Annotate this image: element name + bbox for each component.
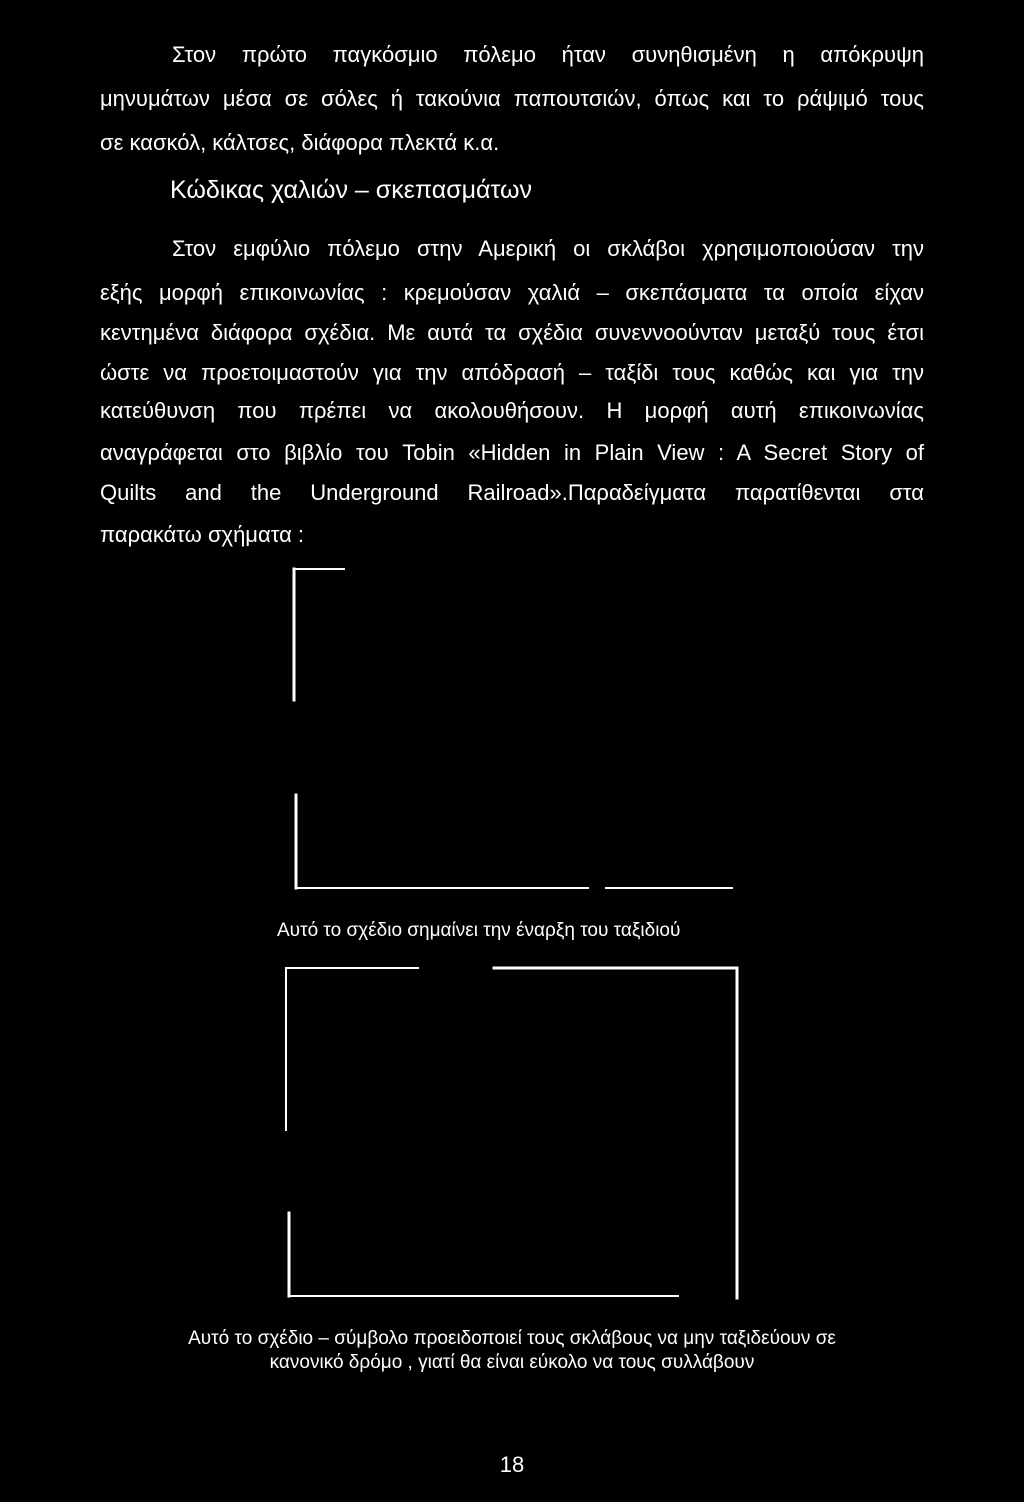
figure-1-caption: Αυτό το σχέδιο σημαίνει την έναρξη του ταξιδιού bbox=[277, 920, 681, 941]
page-number: 18 bbox=[499, 1452, 525, 1477]
intro-line-2: μηνυμάτων μέσα σε σόλες ή τακούνια παπουτσιών, όπως και το ράψιμό τους bbox=[100, 86, 924, 111]
body-line-4: ώστε να προετοιμαστούν για την απόδρασή – ταξίδι τους καθώς και για την bbox=[100, 360, 924, 385]
body-line-5: κατεύθυνση που πρέπει να ακολουθήσουν. Η μορφή αυτή επικοινωνίας bbox=[100, 398, 924, 423]
intro-line-1: Στον πρώτο παγκόσμιο πόλεμο ήταν συνηθισμένη η απόκρυψη bbox=[172, 42, 924, 67]
intro-line-3: σε κασκόλ, κάλτσες, διάφορα πλεκτά κ.α. bbox=[100, 130, 500, 155]
body-line-3: κεντημένα διάφορα σχέδια. Με αυτά τα σχέδια συνεννοούνταν μεταξύ τους έτσι bbox=[100, 320, 924, 345]
figure-2-caption-line-1: Αυτό το σχέδιο – σύμβολο προειδοποιεί τους σκλάβους να μην ταξιδεύουν σε bbox=[188, 1328, 836, 1349]
body-line-2: εξής μορφή επικοινωνίας : κρεμούσαν χαλιά – σκεπάσματα τα οποία είχαν bbox=[100, 280, 924, 305]
body-line-7: Quilts and the Underground Railroad».Παραδείγματα παρατίθενται στα bbox=[100, 480, 924, 505]
section-heading: Κώδικας χαλιών – σκεπασμάτων bbox=[170, 176, 533, 204]
body-line-1: Στον εμφύλιο πόλεμο στην Αμερική οι σκλάβοι χρησιμοποιούσαν την bbox=[172, 236, 924, 261]
body-line-8: παρακάτω σχήματα : bbox=[100, 522, 305, 547]
body-line-6: αναγράφεται στο βιβλίο του Tobin «Hidden in Plain View : A Secret Story of bbox=[100, 440, 924, 465]
figure-2-caption-line-2: κανονικό δρόμο , γιατί θα είναι εύκολο να τους συλλάβουν bbox=[269, 1352, 755, 1373]
